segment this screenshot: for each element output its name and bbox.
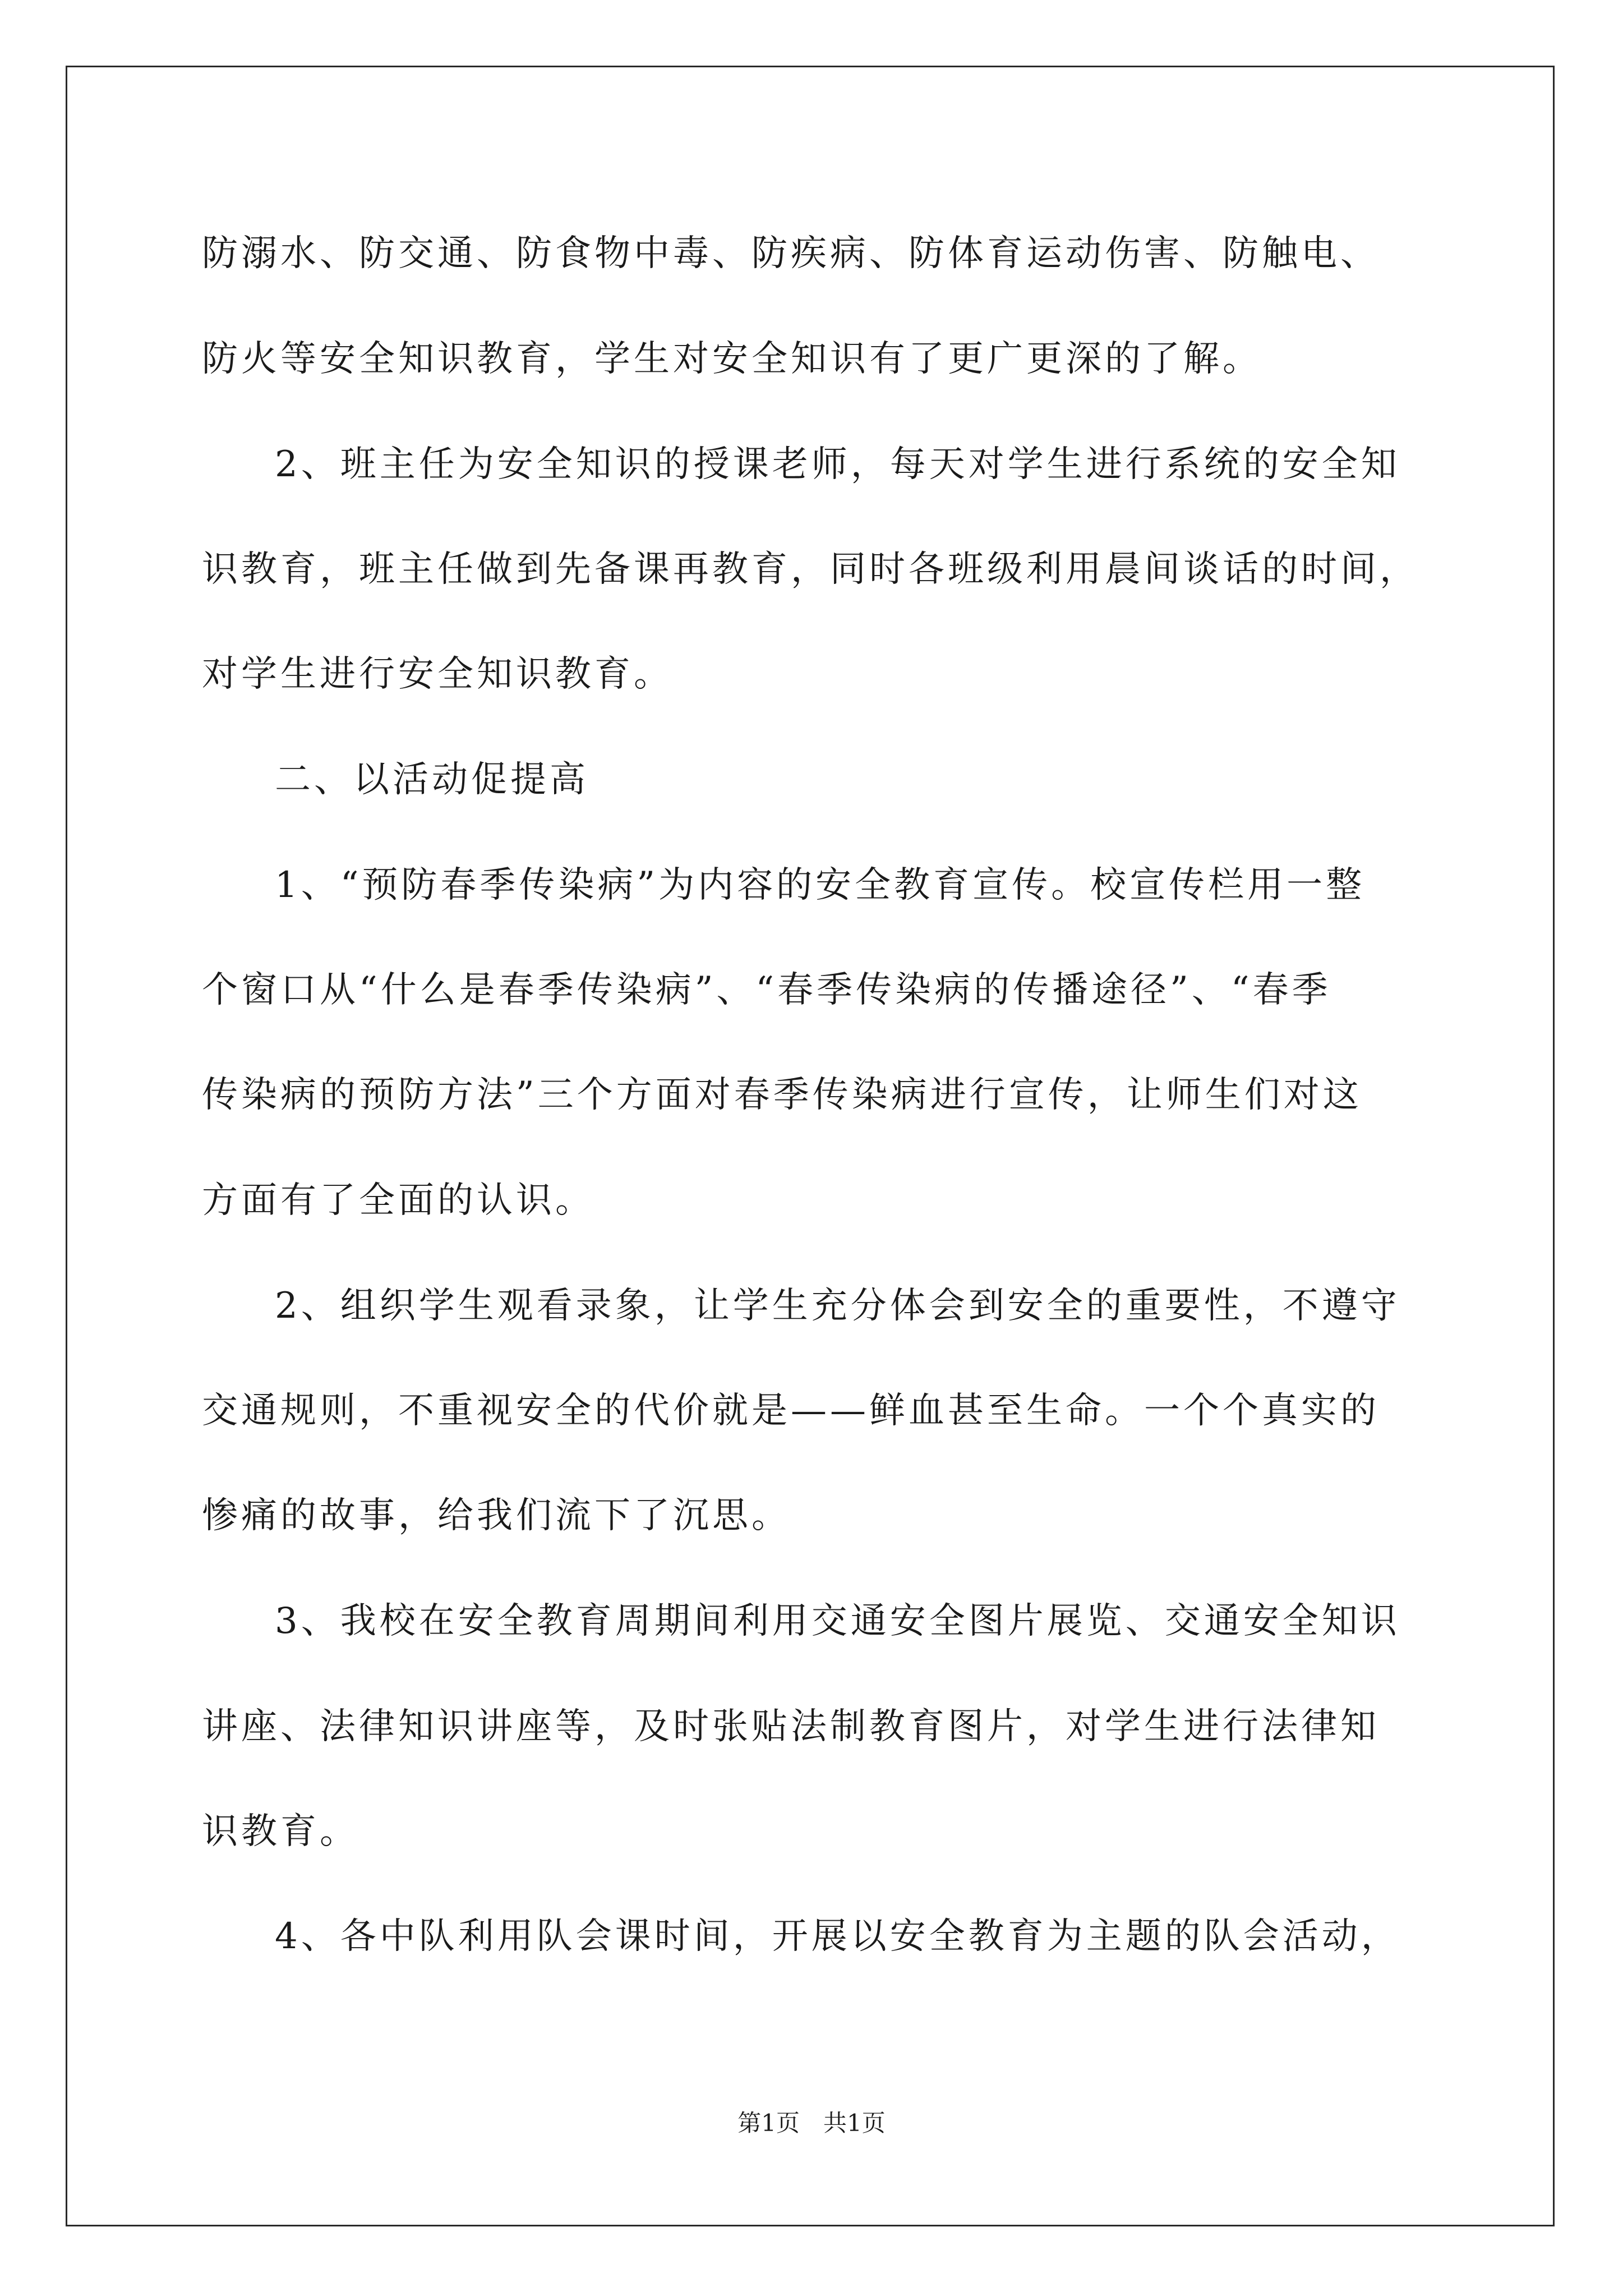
text-line: 对学生进行安全知识教育。 [202,654,673,695]
text-line: 1、“预防春季传染病”为内容的安全教育宣传。校宣传栏用一整 [275,864,1366,906]
text-line: 方面有了全面的认识。 [202,1180,594,1221]
section-heading: 二、以活动促提高 [275,759,589,800]
text-line: 惨痛的故事，给我们流下了沉思。 [202,1495,791,1536]
page-footer: 第1页 共1页 [737,2109,886,2137]
text-line: 3、我校在安全教育周期间利用交通安全图片展览、交通安全知识 [275,1600,1400,1642]
text-line: 识教育。 [202,1811,359,1852]
text-line: 4、各中队利用队会课时间，开展以安全教育为主题的队会活动， [275,1916,1400,1957]
text-line: 2、组织学生观看录象，让学生充分体会到安全的重要性，不遵守 [275,1285,1400,1327]
text-line: 讲座、法律知识讲座等，及时张贴法制教育图片，对学生进行法律知 [202,1706,1380,1747]
text-line: 2、班主任为安全知识的授课老师，每天对学生进行系统的安全知 [275,444,1400,485]
text-line: 防溺水、防交通、防食物中毒、防疾病、防体育运动伤害、防触电、 [202,233,1380,274]
text-line: 传染病的预防方法”三个方面对春季传染病进行宣传，让师生们对这 [202,1074,1362,1116]
text-line: 识教育，班主任做到先备课再教育，同时各班级利用晨间谈话的时间， [202,549,1419,590]
text-line: 个窗口从“什么是春季传染病”、“春季传染病的传播途径”、“春季 [202,969,1331,1011]
text-line: 交通规则，不重视安全的代价就是——鲜血甚至生命。一个个真实的 [202,1390,1380,1432]
page-border [66,66,1555,2226]
text-line: 防火等安全知识教育，学生对安全知识有了更广更深的了解。 [202,338,1262,380]
